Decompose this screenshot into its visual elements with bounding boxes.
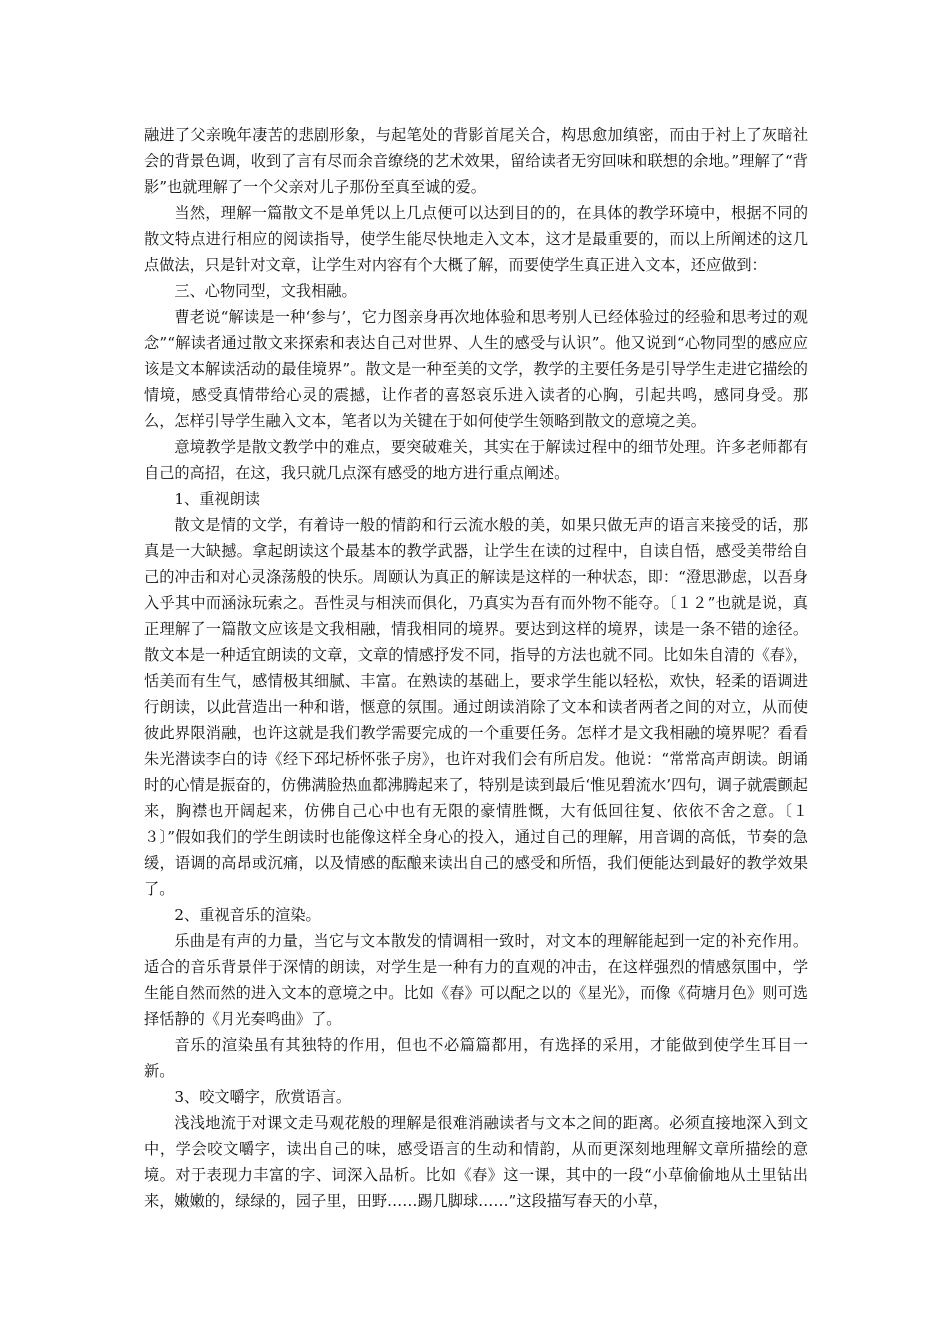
paragraph: 音乐的渲染虽有其独特的作用，但也不必篇篇都用，有选择的采用，才能做到使学生耳目一新。 [144, 1036, 808, 1080]
paragraph: 乐曲是有声的力量，当它与文本散发的情调相一致时，对文本的理解能起到一定的补充作用。适合的音乐背景伴于深情的朗读，对学生是一种有力的直观的冲击，在这样强烈的情感氛围中，学生能自然而然的进入文本的意境之中。比如《春》可以配之以的《星光》，而像《荷塘月色》则可选择恬静的《月光奏鸣曲》了。 [144, 932, 808, 1028]
paragraph: 浅浅地流于对课文走马观花般的理解是很难消融读者与文本之间的距离。必须直接地深入到文中，学会咬文嚼字，读出自己的味，感受语言的生动和情韵，从而更深刻地理解文章所描绘的意境。对于表现力丰富的字、词深入品析。比如《春》这一课，其中的一段“小草偷偷地从土里钻出来，嫩嫩的，绿绿的，园子里，田野……踢几脚球……”这段描写春天的小草， [144, 1114, 808, 1210]
paragraph: 意境教学是散文教学中的难点，要突破难关，其实在于解读过程中的细节处理。许多老师都有自己的高招，在这，我只就几点深有感受的地方进行重点阐述。 [144, 438, 808, 482]
paragraph: 散文是情的文学，有着诗一般的情韵和行云流水般的美，如果只做无声的语言来接受的话，那真是一大缺撼。拿起朗读这个最基本的教学武器，让学生在读的过程中，自读自悟，感受美带给自己的冲击和对心灵涤荡般的快乐。周颐认为真正的解读是这样的一种状态，即：“澄思渺虑，以吾身入乎其中而涵泳玩索之。吾性灵与相浃而俱化，乃真实为吾有而外物不能夺。〔１２”也就是说，真正理解了一篇散文应该是文我相融，情我相同的境界。要达到这样的境界，读是一条不错的途径。散文本是一种适宜朗读的文章，文章的情感抒发不同，指导的方法也就不同。比如朱自清的《春》，恬美而有生气，感情极其细腻、丰富。在熟读的基础上，要求学生能以轻松，欢快，轻柔的语调进行朗读，以此营造出一种和谐，惬意的氛围。通过朗读消除了文本和读者两者之间的对立，从而使彼此界限消融，也许这就是我们教学需要完成的一个重要任务。怎样才是文我相融的境界呢？看看朱光潜读李白的诗《经下邳圮桥怀张子房》，也许对我们会有所启发。他说：“常常高声朗读。朗诵时的心情是振奋的，仿佛满脸热血都沸腾起来了，特别是读到最后‘惟见碧流水’四句，调子就震颤起来，胸襟也开阔起来，仿佛自己心中也有无限的豪情胜慨，大有低回往复、依依不舍之意。〔１３〕”假如我们的学生朗读时也能像这样全身心的投入，通过自己的理解，用音调的高低，节奏的急缓，语调的高昂或沉痛，以及情感的酝酿来读出自己的感受和所悟，我们便能达到最好的教学效果了。 [144, 516, 808, 898]
subsection-heading: 2、重视音乐的渲染。 [174, 906, 321, 924]
section-heading: 三、心物同型，文我相融。 [174, 282, 357, 300]
subsection-heading: 3、咬文嚼字，欣赏语言。 [174, 1088, 352, 1106]
document-page [144, 122, 808, 1214]
paragraph-continuation: 融进了父亲晚年凄苦的悲剧形象，与起笔处的背影首尾关合，构思愈加缜密，而由于衬上了灰暗社会的背景色调，收到了言有尽而余音缭绕的艺术效果，留给读者无穷回味和联想的余地。”理解了“背影”也就理解了一个父亲对儿子那份至真至诚的爱。 [144, 126, 808, 196]
paragraph: 曹老说“解读是一种‘参与’，它力图亲身再次地体验和思考别人已经体验过的经验和思考过的观念”“解读者通过散文来探索和表达自己对世界、人生的感受与认识”。他又说到“心物同型的感应应该是文本解读活动的最佳境界”。散文是一种至美的文学，教学的主要任务是引导学生走进它描绘的情境，感受真情带给心灵的震撼，让作者的喜怒哀乐进入读者的心胸，引起共鸣，感同身受。那么，怎样引导学生融入文本，笔者以为关键在于如何使学生领略到散文的意境之美。 [144, 308, 808, 430]
paragraph: 当然，理解一篇散文不是单凭以上几点便可以达到目的的，在具体的教学环境中，根据不同的散文特点进行相应的阅读指导，使学生能尽快地走入文本，这才是最重要的，而以上所阐述的这几点做法，只是针对文章，让学生对内容有个大概了解，而要使学生真正进入文本，还应做到： [144, 204, 808, 274]
subsection-heading: 1、重视朗读 [174, 490, 260, 508]
